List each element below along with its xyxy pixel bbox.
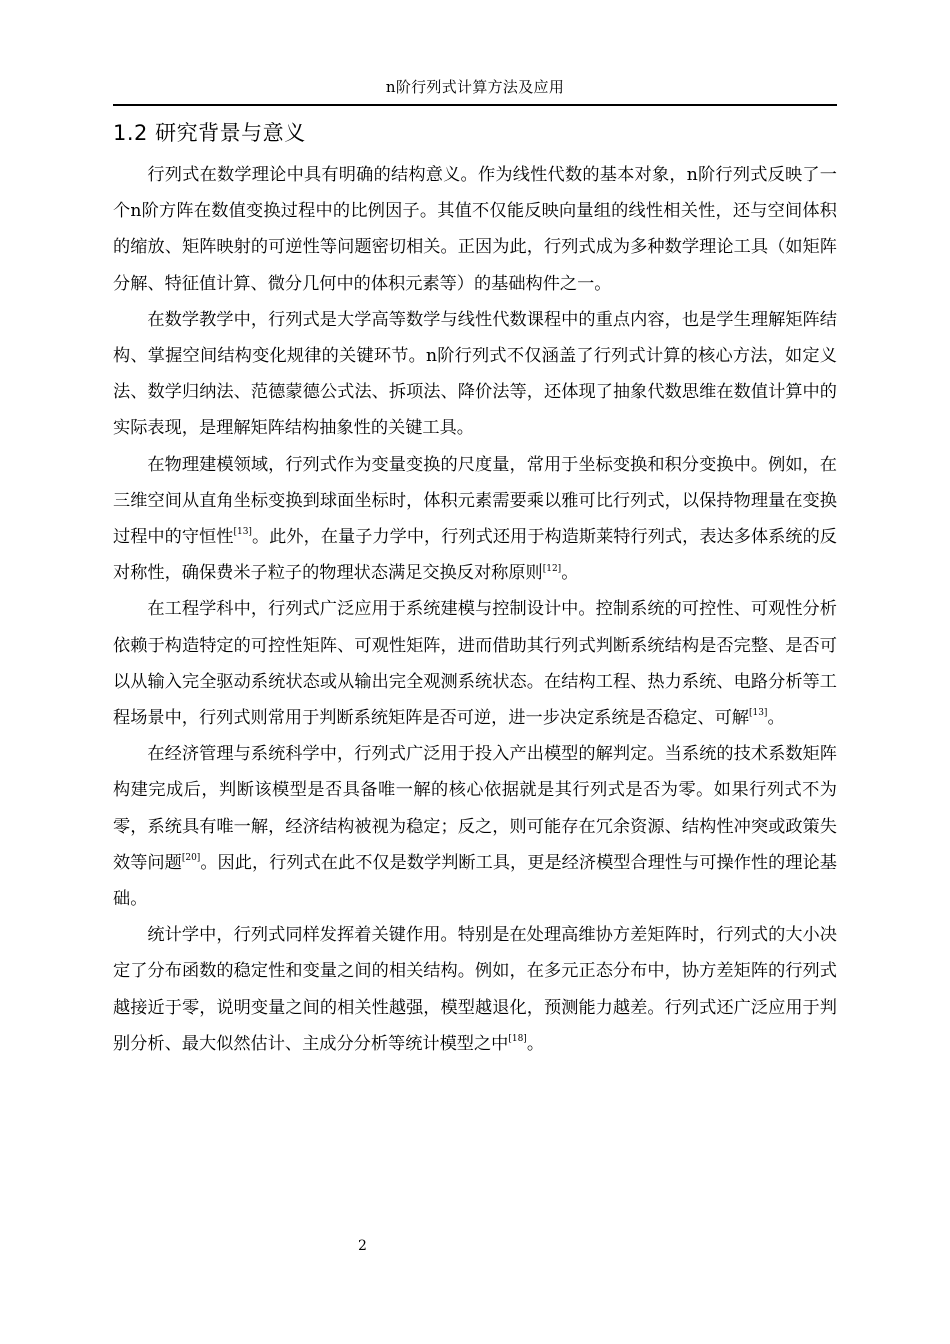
paragraph-significance-math: 行列式在数学理论中具有明确的结构意义。作为线性代数的基本对象，n阶行列式反映了一个n阶方阵在数值变换过程中的比例因子。其值不仅能反映向量组的线性相关性，还与空间体积的缩放、矩阵映射的可逆性等问题密切相关。正因为此，行列式成为多种数学理论工具（如矩阵分解、特征值计算、微分几何中的体积元素等）的基础构件之一。 [113, 165, 837, 294]
paragraph-significance-economics [113, 736, 837, 917]
paragraph-text: 。因此，行列式在此不仅是数学判断工具，更是经济模型合理性与可操作性的理论基础。 [113, 852, 837, 910]
paragraph-text: 。 [526, 1033, 545, 1054]
citation: [13] [748, 708, 768, 719]
paragraph-significance-engineering [113, 591, 837, 736]
page-number: 2 [358, 1238, 367, 1254]
paragraph-text: 。此外，在量子力学中，行列式还用于构造斯莱特行列式，表达多体系统的反对称性，确保费米子粒子的物理状态满足交换反对称原则 [113, 527, 837, 584]
citation: [18] [508, 1034, 527, 1045]
citation: [12] [542, 563, 562, 574]
body-text [113, 157, 837, 1062]
paragraph-text: 在物理建模领域，行列式作为变量变换的尺度量，常用于坐标变换和积分变换中。例如，在三维空间从直角坐标变换到球面坐标时，体积元素需要乘以雅可比行列式，以保持物理量在变换过程中的守恒性 [113, 454, 837, 548]
paragraph-significance-teaching: 在数学教学中，行列式是大学高等数学与线性代数课程中的重点内容，也是学生理解矩阵结构、掌握空间结构变化规律的关键环节。n阶行列式不仅涵盖了行列式计算的核心方法，如定义法、数学归纳法、范德蒙德公式法、拆项法、降价法等，还体现了抽象代数思维在数值计算中的实际表现，是理解矩阵结构抽象性的关键工具。 [113, 309, 837, 439]
section-title: 1.2 研究背景与意义 [113, 121, 306, 145]
paragraph-text: 在经济管理与系统科学中，行列式广泛用于投入产出模型的解判定。当系统的技术系数矩阵构建完成后，判断该模型是否具备唯一解的核心依据就是其行列式是否为零。如果行列式不为零，系统具有唯一解，经济结构被视为稳定；反之，则可能存在冗余资源、结构性冲突或政策失效等问题 [113, 744, 837, 873]
paragraph-text: 在工程学科中，行列式广泛应用于系统建模与控制设计中。控制系统的可控性、可观性分析依赖于构造特定的可控性矩阵、可观性矩阵，进而借助其行列式判断系统结构是否完整、是否可以从输入完全驱动系统状态或从输出完全观测系统状态。在结构工程、热力系统、电路分析等工程场景中，行列式则常用于判断系统矩阵是否可逆，进一步决定系统是否稳定、可解 [113, 599, 837, 729]
paragraph-significance-physics [113, 447, 837, 592]
header-rule [113, 104, 837, 106]
paragraph-text: 统计学中，行列式同样发挥着关键作用。特别是在处理高维协方差矩阵时，行列式的大小决定了分布函数的稳定性和变量之间的相关结构。例如，在多元正态分布中，协方差矩阵的行列式越接近于零，说明变量之间的相关性越强，模型越退化，预测能力越差。行列式还广泛应用于判别分析、最大似然估计、主成分分析等统计模型之中 [113, 925, 837, 1054]
paragraph-text: 。 [561, 563, 579, 584]
running-header: n阶行列式计算方法及应用 [385, 78, 565, 96]
paragraph-significance-statistics [113, 917, 837, 1062]
citation: [20] [181, 853, 201, 864]
citation: [13] [233, 527, 252, 538]
paragraph-text: 。 [767, 708, 785, 729]
